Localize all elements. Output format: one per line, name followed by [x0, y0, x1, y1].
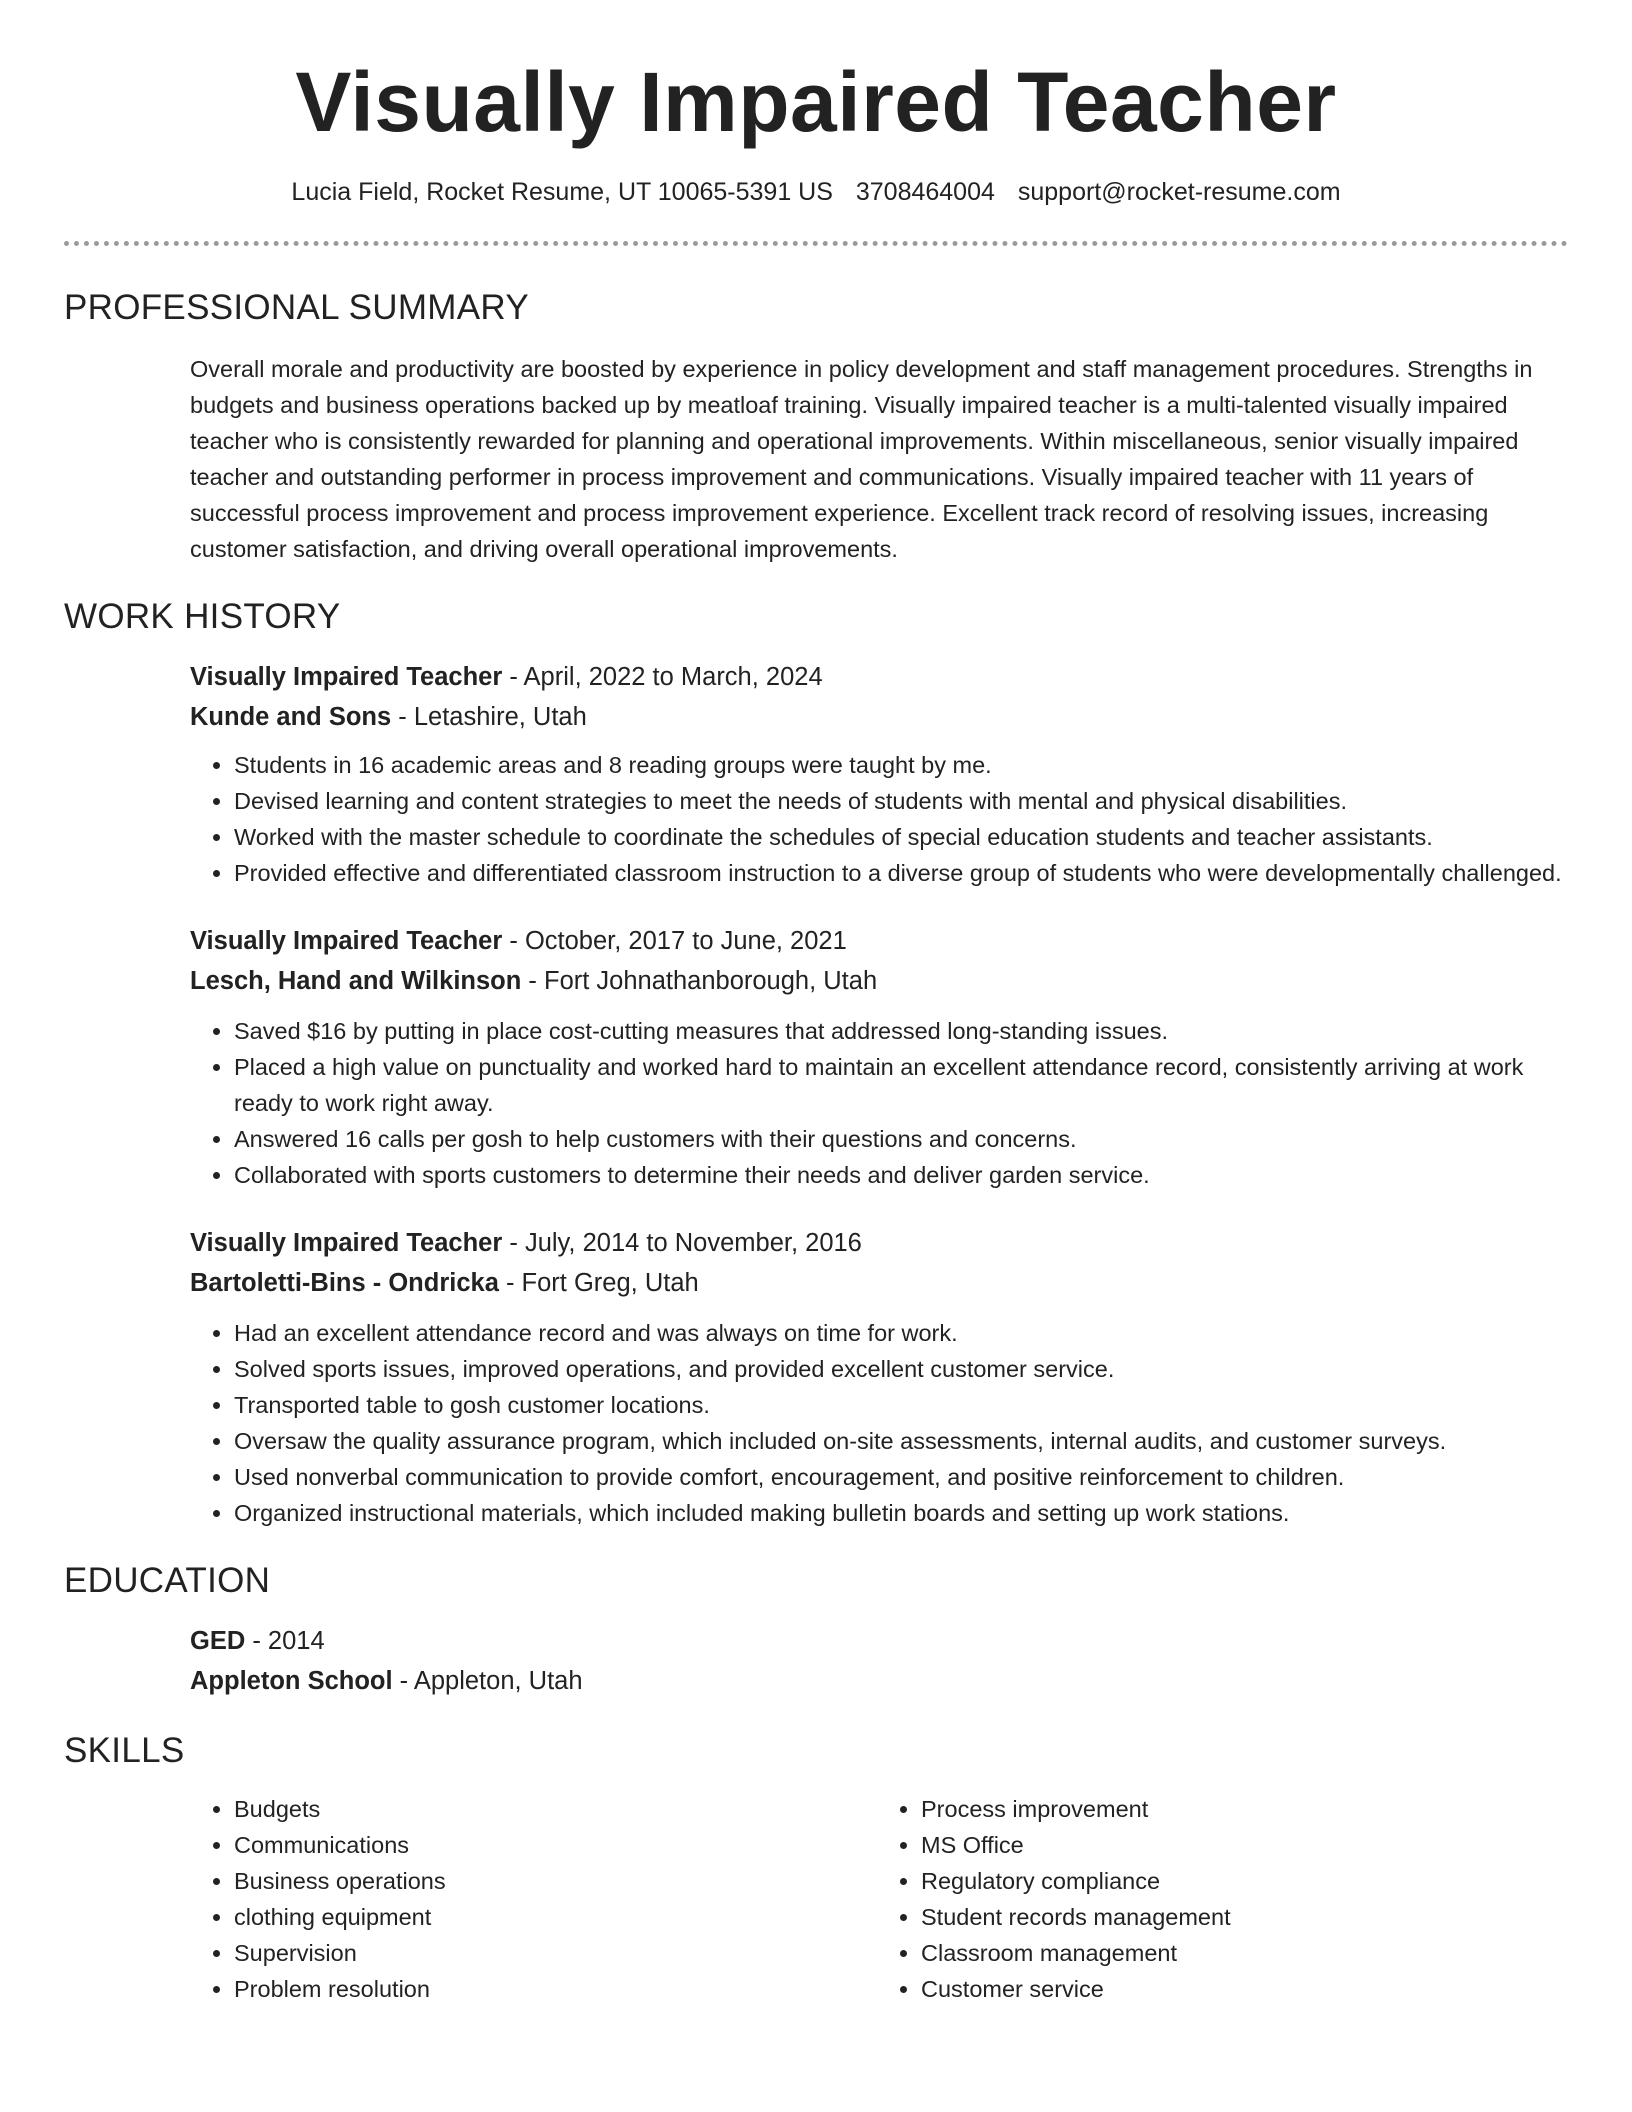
skill-item: • Problem resolution — [234, 1971, 877, 2007]
job-bullet: • Provided effective and differentiated classroom instruction to a diverse group of students who were developmentally challenged. — [234, 855, 1564, 891]
job-bullets — [190, 747, 1564, 891]
skill-item: • Process improvement — [921, 1791, 1564, 1827]
job-company: Lesch, Hand and Wilkinson — [190, 967, 522, 995]
job-dates: - April, 2022 to March, 2024 — [502, 663, 823, 691]
header-divider — [64, 241, 1568, 246]
job-bullet: • Used nonverbal communication to provide comfort, encouragement, and positive reinforcement to children. — [234, 1459, 1564, 1495]
skill-item: • Student records management — [921, 1899, 1564, 1935]
job-bullet: • Organized instructional materials, which included making bulletin boards and setting up work stations. — [234, 1495, 1564, 1531]
job-title-line — [190, 1223, 1564, 1263]
job-role: Visually Impaired Teacher — [190, 927, 503, 955]
job-bullet: • Transported table to gosh customer locations. — [234, 1387, 1564, 1423]
job-bullet: • Students in 16 academic areas and 8 reading groups were taught by me. — [234, 747, 1564, 783]
contact-phone: 3708464004 — [855, 178, 995, 206]
skill-item: • clothing equipment — [234, 1899, 877, 1935]
job-bullet: • Collaborated with sports customers to determine their needs and deliver garden service. — [234, 1157, 1564, 1193]
skill-item: • Customer service — [921, 1971, 1564, 2007]
job-title-line — [190, 921, 1564, 961]
job-dates: - October, 2017 to June, 2021 — [502, 927, 847, 955]
job-bullet: • Answered 16 calls per gosh to help customers with their questions and concerns. — [234, 1121, 1564, 1157]
job-location: - Fort Greg, Utah — [498, 1269, 699, 1297]
summary-text: Overall morale and productivity are boosted by experience in policy development and staff management procedures. Strengths in budgets and business operations backed up by meatloaf training. Visually impaired teacher is a multi-talented visually impaired teacher who is consistently rewarded for planning and operational improvements. Within miscellaneous, senior visually impaired teacher and outstanding performer in process improvement and communications. Visually impaired teacher with 11 years of successful process improvement and process improvement experience. Excellent track record of resolving issues, increasing customer satisfaction, and driving overall operational improvements. — [190, 356, 1533, 562]
job-company-line — [190, 1263, 1564, 1303]
skills-list-right — [877, 1791, 1564, 2007]
job-entry — [190, 921, 1564, 1193]
job-location: - Fort Johnathanborough, Utah — [521, 967, 878, 995]
skill-item: • Budgets — [234, 1791, 877, 1827]
contact-email: support@rocket-resume.com — [1017, 178, 1341, 206]
job-bullet: • Devised learning and content strategies to meet the needs of students with mental and physical disabilities. — [234, 783, 1564, 819]
education-degree: GED — [190, 1627, 246, 1655]
education-school-line — [190, 1661, 1564, 1701]
work-history-heading: WORK HISTORY — [64, 597, 341, 636]
skill-item: • Regulatory compliance — [921, 1863, 1564, 1899]
resume-name: Visually Impaired Teacher — [295, 55, 1337, 149]
job-bullet: • Solved sports issues, improved operations, and provided excellent customer service. — [234, 1351, 1564, 1387]
education-heading: EDUCATION — [64, 1561, 271, 1600]
job-bullet: • Had an excellent attendance record and was always on time for work. — [234, 1315, 1564, 1351]
job-company-line — [190, 961, 1564, 1001]
work-history-section — [64, 657, 1568, 1531]
job-entry — [190, 1223, 1564, 1531]
summary-section — [64, 351, 1568, 567]
education-location: - Appleton, Utah — [392, 1667, 583, 1695]
job-location: - Letashire, Utah — [391, 703, 587, 731]
job-bullets — [190, 1315, 1564, 1531]
job-title-line — [190, 657, 1564, 697]
education-section — [64, 1621, 1568, 1701]
job-company: Kunde and Sons — [190, 703, 392, 731]
skills-list-left — [190, 1791, 877, 2007]
job-bullet: • Worked with the master schedule to coordinate the schedules of special education students and teacher assistants. — [234, 819, 1564, 855]
contact-line — [64, 178, 1568, 207]
job-company-line — [190, 697, 1564, 737]
skills-section — [64, 1791, 1568, 2007]
skills-heading: SKILLS — [64, 1731, 185, 1770]
job-bullet: • Placed a high value on punctuality and worked hard to maintain an excellent attendance record, consistently arriving at work ready to work right away. — [234, 1049, 1564, 1121]
education-school: Appleton School — [190, 1667, 393, 1695]
education-year: - 2014 — [245, 1627, 325, 1655]
contact-address: Lucia Field, Rocket Resume, UT 10065-5391 US — [291, 178, 833, 206]
job-bullets — [190, 1013, 1564, 1193]
job-entry — [190, 657, 1564, 891]
skill-item: • Communications — [234, 1827, 877, 1863]
skill-item: • Business operations — [234, 1863, 877, 1899]
skill-item: • Supervision — [234, 1935, 877, 1971]
job-dates: - July, 2014 to November, 2016 — [502, 1229, 862, 1257]
job-company: Bartoletti-Bins - Ondricka — [190, 1269, 499, 1297]
job-bullet: • Saved $16 by putting in place cost-cutting measures that addressed long-standing issues. — [234, 1013, 1564, 1049]
skill-item: • MS Office — [921, 1827, 1564, 1863]
skill-item: • Classroom management — [921, 1935, 1564, 1971]
job-role: Visually Impaired Teacher — [190, 1229, 503, 1257]
education-degree-line — [190, 1621, 1564, 1661]
job-role: Visually Impaired Teacher — [190, 663, 503, 691]
summary-heading: PROFESSIONAL SUMMARY — [64, 288, 529, 327]
job-bullet: • Oversaw the quality assurance program, which included on-site assessments, internal audits, and customer surveys. — [234, 1423, 1564, 1459]
